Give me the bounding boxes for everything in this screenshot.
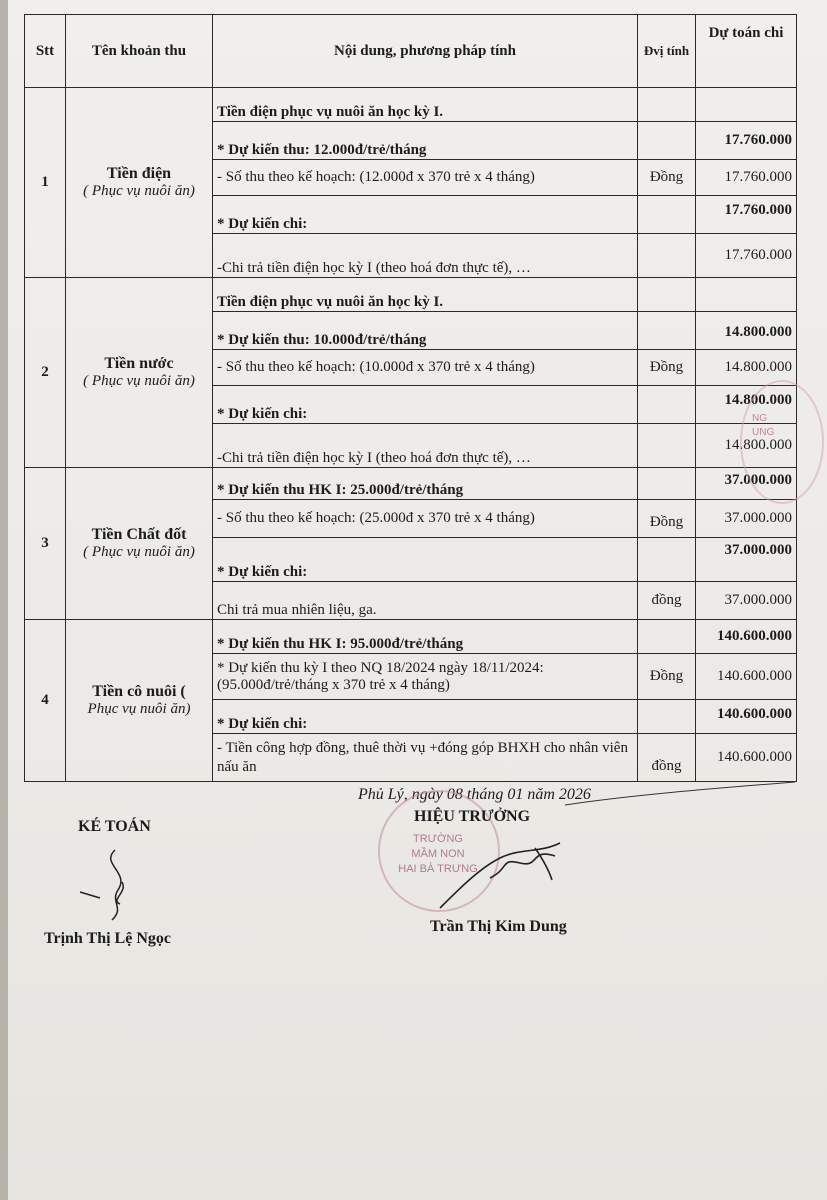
row-content: -Chi trả tiền điện học kỳ I (theo hoá đơn thực tế), … bbox=[213, 234, 638, 278]
accountant-title: KÉ TOÁN bbox=[78, 818, 151, 835]
table-row bbox=[25, 88, 797, 122]
row-content: * Dự kiến chi: bbox=[213, 700, 638, 734]
row-value: 140.600.000 bbox=[696, 654, 797, 700]
budget-table bbox=[24, 14, 797, 782]
accountant-name: Trịnh Thị Lệ Ngọc bbox=[44, 930, 171, 947]
row-value: 17.760.000 bbox=[696, 122, 797, 160]
row-content: -Chi trả tiền điện học kỳ I (theo hoá đơn thực tế), … bbox=[213, 424, 638, 468]
row-value: 17.760.000 bbox=[696, 234, 797, 278]
row-unit: đồng bbox=[638, 582, 696, 620]
row-content: * Dự kiến chi: bbox=[213, 196, 638, 234]
row-value: 17.760.000 bbox=[696, 196, 797, 234]
school-stamp-text: TRƯỜNG MẦM NON HAI BÀ TRƯNG bbox=[398, 833, 478, 875]
row-name: Tiền nước bbox=[104, 355, 174, 372]
row-content: * Dự kiến chi: bbox=[213, 386, 638, 424]
row-name-cell bbox=[66, 278, 213, 468]
table-stamp-text: NG UNG bbox=[752, 413, 775, 438]
row-value: 140.600.000 bbox=[696, 620, 797, 654]
row-content: * Dự kiến thu HK I: 25.000đ/trẻ/tháng bbox=[213, 468, 638, 500]
row-value: 14.800.000 bbox=[696, 350, 797, 386]
row-value: 37.000.000 bbox=[696, 468, 797, 500]
row-name-cell bbox=[66, 468, 213, 620]
row-stt: 2 bbox=[25, 278, 66, 468]
row-stt: 1 bbox=[25, 88, 66, 278]
row-sub: ( Phục vụ nuôi ăn) bbox=[83, 544, 195, 560]
row-value: 140.600.000 bbox=[696, 734, 797, 782]
row-content: - Số thu theo kế hoạch: (10.000đ x 370 trẻ x 4 tháng) bbox=[213, 350, 638, 386]
row-name: Tiền điện bbox=[106, 165, 172, 182]
row-unit: Đồng bbox=[638, 350, 696, 386]
date-line: Phủ Lý, ngày 08 tháng 01 năm 2026 bbox=[358, 786, 591, 803]
row-name-cell bbox=[66, 620, 213, 782]
row-content-line: (95.000đ/trẻ/tháng x 370 trẻ x 4 tháng) bbox=[217, 676, 450, 693]
row-value: 14.800.000 bbox=[696, 312, 797, 350]
header-row bbox=[25, 15, 797, 88]
header-content: Nội dung, phương pháp tính bbox=[213, 15, 638, 88]
principal-title: HIỆU TRƯỞNG bbox=[414, 808, 531, 825]
row-name: Tiền Chất đốt bbox=[91, 526, 187, 543]
row-content: * Dự kiến thu HK I: 95.000đ/trẻ/tháng bbox=[213, 620, 638, 654]
row-content: * Dự kiến chi: bbox=[213, 538, 638, 582]
table-stamp bbox=[740, 380, 824, 504]
row-content: * Dự kiến thu: 12.000đ/trẻ/tháng bbox=[213, 122, 638, 160]
table-row bbox=[25, 468, 797, 500]
row-sub: Phục vụ nuôi ăn) bbox=[87, 701, 191, 717]
row-content: Tiền điện phục vụ nuôi ăn học kỳ I. bbox=[213, 88, 638, 122]
header-unit: Đvị tính bbox=[638, 15, 696, 88]
date-underline bbox=[560, 780, 800, 810]
row-sub: ( Phục vụ nuôi ăn) bbox=[83, 183, 195, 199]
table-row bbox=[25, 620, 797, 654]
row-value: 14.800.000 bbox=[696, 424, 797, 468]
row-unit: Đồng bbox=[638, 160, 696, 196]
row-value: 37.000.000 bbox=[696, 500, 797, 538]
row-content: Tiền điện phục vụ nuôi ăn học kỳ I. bbox=[213, 278, 638, 312]
row-name: Tiền cô nuôi ( bbox=[92, 683, 186, 700]
row-sub: ( Phục vụ nuôi ăn) bbox=[83, 373, 195, 389]
principal-name: Trần Thị Kim Dung bbox=[430, 918, 567, 935]
row-content: * Dự kiến thu: 10.000đ/trẻ/tháng bbox=[213, 312, 638, 350]
row-stt: 3 bbox=[25, 468, 66, 620]
header-stt: Stt bbox=[25, 15, 66, 88]
row-value: 17.760.000 bbox=[696, 160, 797, 196]
row-value: 14.800.000 bbox=[696, 386, 797, 424]
row-unit: Đồng bbox=[638, 500, 696, 538]
row-value: 37.000.000 bbox=[696, 538, 797, 582]
row-unit: Đồng bbox=[638, 654, 696, 700]
row-content: - Số thu theo kế hoạch: (25.000đ x 370 trẻ x 4 tháng) bbox=[213, 500, 638, 538]
table-row bbox=[25, 278, 797, 312]
row-value: 37.000.000 bbox=[696, 582, 797, 620]
accountant-signature bbox=[70, 842, 150, 924]
row-content: - Số thu theo kế hoạch: (12.000đ x 370 trẻ x 4 tháng) bbox=[213, 160, 638, 196]
principal-signature bbox=[430, 828, 580, 918]
header-budget: Dự toán chi bbox=[696, 15, 797, 88]
row-content: Chi trả mua nhiên liệu, ga. bbox=[213, 582, 638, 620]
row-stt: 4 bbox=[25, 620, 66, 782]
row-content: - Tiền công hợp đồng, thuê thời vụ +đóng góp BHXH cho nhân viên nấu ăn bbox=[213, 734, 638, 782]
header-name: Tên khoản thu bbox=[66, 15, 213, 88]
row-name-cell bbox=[66, 88, 213, 278]
row-unit: đồng bbox=[638, 734, 696, 782]
row-content-line: * Dự kiến thu kỳ I theo NQ 18/2024 ngày 18/11/2024: bbox=[217, 659, 544, 676]
row-content-multi bbox=[213, 654, 638, 700]
row-value: 140.600.000 bbox=[696, 700, 797, 734]
